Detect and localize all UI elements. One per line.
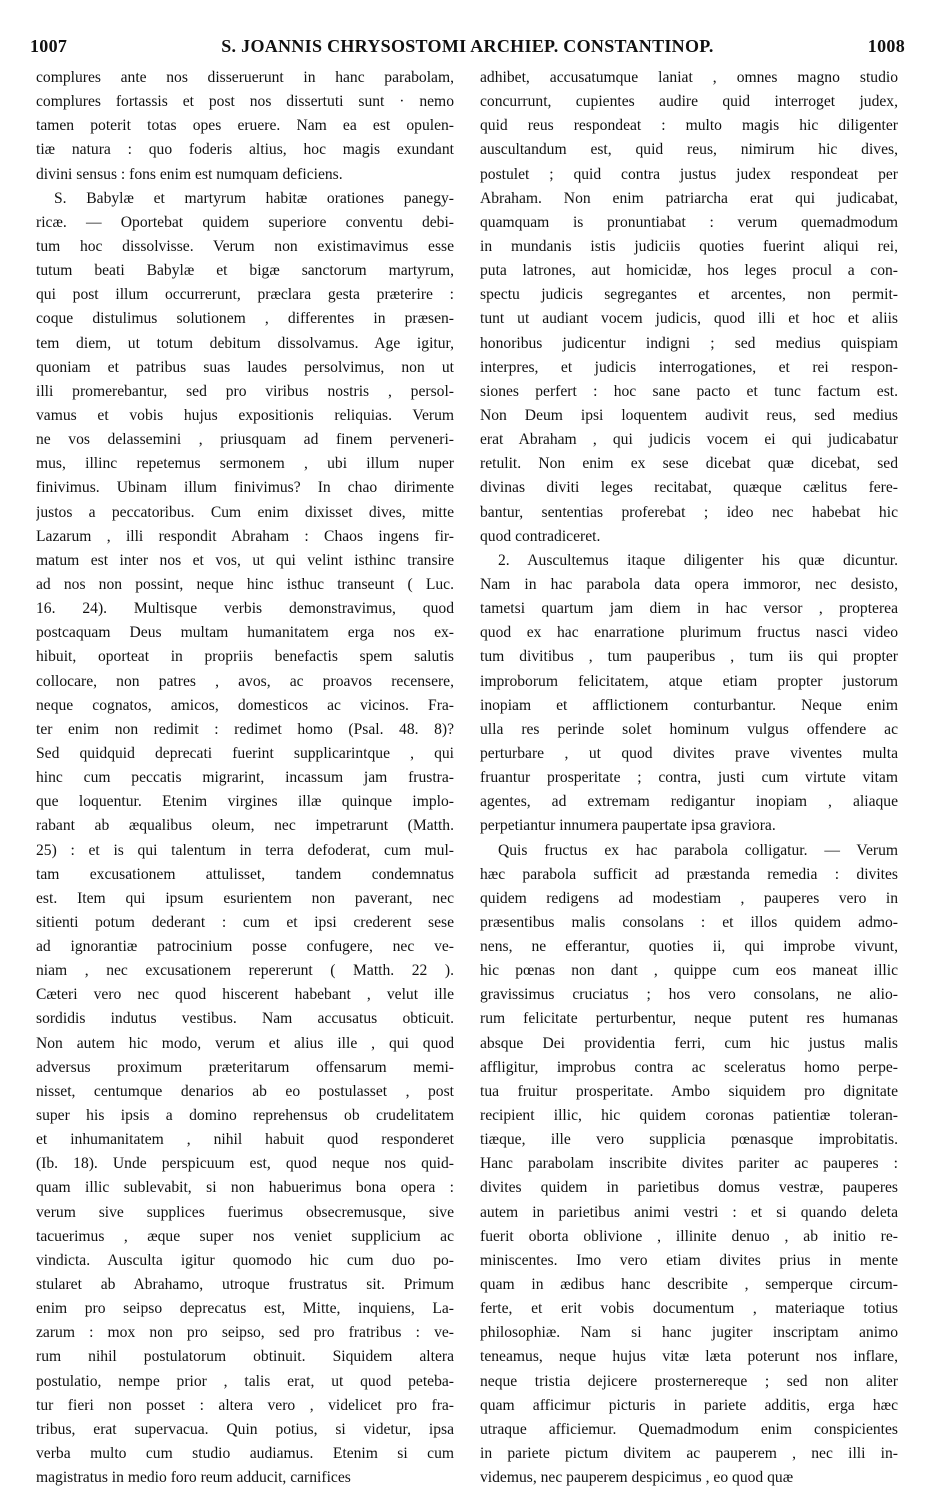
text-line: 25) : et is qui talentum in terra defoderat, cum mul- [36,841,454,859]
text-line: fuerit oborta oblivione , illinite denuo , ab initio re- [480,1227,898,1245]
text-line: quam illic sublevabit, si non habuerimus bona opera : [36,1179,454,1197]
text-line: quod contradiceret. [480,527,601,545]
text-line: tamen poterit totas opes eruere. Nam ea est opulen- [36,117,454,135]
text-line: postulatio, nempe prior , talis erat, ut quod peteba- [36,1372,454,1390]
text-line: quam afficimur picturis in pariete additis, erga hæc [480,1396,898,1414]
text-line: postcaquam Deus multam humanitatem erga nos ex- [36,624,454,642]
text-line: præsentibus malis consolans : et illos quidem admo- [480,913,898,931]
text-line: coque distulimus solutionem , differentes in præsen- [36,310,454,328]
text-line: honoribus judicentur indigni ; sed medius quispiam [480,334,898,352]
text-line: matum est inter nos et vos, ut qui velint isthinc transire [36,551,454,569]
right-column [480,66,898,1490]
text-line: sordidis indutus vestibus. Nam accusatus obticuit. [36,1010,454,1028]
text-line: tem diem, ut totum debitum dissolvamus. Age igitur, [36,334,454,352]
text-line: tunt ut audiant vocem judicis, quod illi et hoc et aliis [480,310,898,328]
text-line: quoniam et patribus suas laudes persolvimus, non ut [36,358,454,376]
text-line: rum felicitate perturbentur, neque putent res humanas [480,1010,898,1028]
text-line: tum hoc dissolvisse. Verum non existimavimus esse [36,237,454,255]
text-line: ulla res perinde solet hominum vulgus offendere ac [480,720,898,738]
text-line: magistratus in medio foro reum adducit, carnifices [36,1469,351,1487]
text-line: Hanc parabolam inscribite divites pariter ac pauperes : [480,1155,898,1173]
text-line: stularet ab Abrahamo, utroque frustratus sit. Primum [36,1276,454,1294]
text-line: tiæ natura : quo foderis altius, hoc magis exundant [36,141,454,159]
text-line: tam excusationem attulisset, tandem condemnatus [36,865,454,883]
text-line: puta latrones, aut homicidæ, hos leges procul a con- [480,262,898,280]
text-line: 16. 24). Multisque verbis demonstravimus, quod [36,600,454,618]
running-title: S. JOANNIS CHRYSOSTOMI ARCHIEP. CONSTANTINOP. [221,36,714,56]
text-line: hinc cum peccatis migrarint, incassum jam frustra- [36,769,454,787]
text-line: vindicta. Ausculta igitur quomodo hic cum duo po- [36,1251,454,1269]
text-line: gravissimus cruciatus ; hos vero consolans, ne alio- [480,986,898,1004]
text-line: divinas diviti leges recitabat, quæque cælitus fere- [480,479,898,497]
text-line: adversus proximum præteritarum offensarum memi- [36,1058,454,1076]
page-number-left: 1007 [30,36,68,56]
text-line: mus, illinc repetemus sermonem , ubi illum nuper [36,455,454,473]
text-line: adhibet, accusatumque laniat , omnes magno studio [480,69,898,86]
text-line: hæc parabola sufficit ad præstanda remedia : divites [480,865,898,883]
text-line: ad nos non possint, neque hinc isthuc transeunt ( Luc. [36,575,454,593]
text-line: enim pro seipso deprecatus est, Mitte, inquiens, La- [36,1300,454,1318]
text-line: auscultandum est, quid reus, nimirum hic dives, [480,141,898,159]
text-line: 2. Auscultemus itaque diligenter his quæ dicuntur. [498,551,898,569]
text-line: verba multo cum studio audiamus. Etenim si cum [36,1445,454,1463]
text-line: vamus et vobis hujus expositionis reliquias. Verum [36,406,454,424]
text-line: postulet ; quid contra justus judex respondeat per [480,165,898,183]
text-line: in pariete pictum divitem ac pauperem , nec illi in- [480,1445,898,1463]
text-line: interpres, et judicis interrogationes, et rei respon- [480,358,898,376]
text-line: quid reus respondeat : multo magis hic diligenter [480,117,898,135]
text-line: neque cognatos, amicos, domesticos ac vicinos. Fra- [36,696,454,714]
text-line: tur fieri non posset : altera vero , videlicet pro fra- [36,1396,454,1414]
text-line: divites quidem in parietibus domus vestræ, pauperes [480,1179,898,1197]
text-line: bantur, sententias proferebat ; ideo nec habebat hic [480,503,898,521]
text-line: complures fortassis et post nos dissertuti sunt · nemo [36,93,454,111]
text-line: nisset, centumque denarios ab eo postulasset , post [36,1082,454,1100]
text-line: tutum beati Babylæ et bigæ sanctorum martyrum, [36,262,454,280]
text-line: ne vos delassemini , priusquam ad finem perveneri- [36,431,454,449]
text-line: Non Deum ipsi loquentem audivit reus, sed medius [480,406,898,424]
text-line: (Ib. 18). Unde perspicuum est, quod neque nos quid- [36,1155,454,1173]
text-line: quod ex hac enarratione plurimum fructus nasci video [480,624,898,642]
text-line: zarum : mox non pro seipso, sed pro fratribus : ve- [36,1324,454,1342]
text-line: illi promerebantur, sed pro viribus nostris , persol- [36,382,454,400]
text-line: perpetiantur innumera paupertate ipsa graviora. [480,817,776,835]
text-line: Sed quidquid deprecati fuerint supplicarintque , qui [36,744,454,762]
text-line: teneamus, neque hujus vitæ læta poterunt nos inflare, [480,1348,898,1366]
text-line: neque tristia dejicere prosternereque ; sed non aliter [480,1372,898,1390]
text-line: agentes, ad extremam redigantur inopiam , aliaque [480,793,898,811]
text-line: justos a peccatoribus. Cum enim dixisset dives, mitte [36,503,454,521]
text-line: philosophiæ. Nam si hanc jugiter inscriptam animo [480,1324,898,1342]
text-line: recipient illic, hic quidem coronas patientiæ toleran- [480,1107,898,1125]
left-column [36,66,454,1490]
text-line: ferte, et erit vobis documentum , materiaque totius [480,1300,898,1318]
text-line: tiæque, ille vero supplicia pœnasque improbitatis. [480,1131,898,1149]
text-line: Cæteri vero nec quod hiscerent habebant , velut ille [36,986,454,1004]
text-line: hic pœnas non dant , quippe cum eos maneat illic [480,962,898,980]
text-line: Quis fructus ex hac parabola colligatur. — Verum [498,841,898,859]
text-line: complures ante nos disseruerunt in hanc parabolam, [36,69,454,86]
text-line: rabant ab æqualibus oleum, nec impetrarunt (Matth. [36,817,454,835]
text-line: et inhumanitatem , nihil habuit quod responderet [36,1131,454,1149]
text-line: utraque afficiemur. Quemadmodum enim conspicientes [480,1420,898,1438]
text-line: tum divitibus , tum pauperibus , tum iis qui propter [480,648,898,666]
text-line: absque Dei providentia ferri, cum hic justus malis [480,1034,898,1052]
text-line: tribus, erat supervacua. Quin potius, si videtur, ipsa [36,1420,454,1438]
text-line: Abraham. Non enim patriarcha erat qui judicabat, [480,189,898,207]
text-line: tua fruitur prosperitate. Ambo siquidem pro dignitate [480,1082,898,1100]
text-line: que loquentur. Etenim virgines illæ quinque implo- [36,793,454,811]
text-line: super his ipsis a domino reprehensus ob crudelitatem [36,1107,454,1125]
text-line: Lazarum , illi respondit Abraham : Chaos ingens fir- [36,527,454,545]
text-line: spectu judicis segregantes et arcentes, non permit- [480,286,898,304]
text-line: ad ignorantiæ patrocinium posse confugere, nec ve- [36,938,454,956]
text-line: quam in ædibus hanc describite , semperque circum- [480,1276,898,1294]
text-line: collocare, non patres , avos, ac proavos recensere, [36,672,454,690]
text-line: improborum felicitatem, atque etiam propter justorum [480,672,898,690]
text-line: Nam in hac parabola data opera immoror, nec desisto, [480,575,898,593]
text-line: finivimus. Ubinam illum finivimus? In chao dirimente [36,479,454,497]
text-line: inopiam et afflictionem conturbantur. Neque enim [480,696,898,714]
text-line: rum nihil postulatorum obtinuit. Siquidem altera [36,1348,454,1366]
text-line: sitienti potum dederant : cum et ipsi crederent sese [36,913,454,931]
text-line: videmus, nec pauperem despicimus , eo quod quæ [480,1469,794,1487]
text-line: ter enim non redimit : redimet homo (Psal. 48. 8)? [36,720,454,738]
text-line: nens, ne efferantur, quoties ii, qui improbe vivunt, [480,938,898,956]
text-line: quamquam is pronuntiabat : verum quemadmodum [480,213,898,231]
text-line: perturbare , ut quod divites prave viventes multa [480,744,898,762]
text-line: tacuerimus , æque super nos veniet supplicium ac [36,1227,454,1245]
text-line: ricæ. — Oportebat quidem superiore conventu debi- [36,213,454,231]
text-line: concurrunt, cupientes audire quid interroget judex, [480,93,898,111]
text-line: miniscentes. Imo vero etiam divites prius in mente [480,1251,898,1269]
text-line: erat Abraham , qui judicis vocem ei qui judicabatur [480,431,898,449]
text-line: affligitur, improbus contra ac sceleratus homo perpe- [480,1058,898,1076]
text-line: retulit. Non enim ex sese dicebat quæ dicebat, sed [480,455,898,473]
text-line: hibuit, oporteat in propriis benefactis spem salutis [36,648,454,666]
text-line: quidem redigens ad modestiam , pauperes vero in [480,889,898,907]
page-number-right: 1008 [867,36,905,56]
text-line: S. Babylæ et martyrum habitæ orationes panegy- [54,189,454,207]
text-line: est. Item qui ipsum esurientem non paverant, nec [36,889,454,907]
text-line: Non autem hic modo, verum et alius ille , qui quod [36,1034,454,1052]
text-line: autem in parietibus animi vestri : et si quando deleta [480,1203,898,1221]
text-line: fruantur prosperitate ; contra, justi cum virtute vitam [480,769,898,787]
text-line: in mundanis istis judiciis quoties fuerint aliqui rei, [480,237,898,255]
text-line: verum sive supplices fuerimus obsecremusque, sive [36,1203,454,1221]
running-header [30,36,905,62]
text-line: siones perfert : hoc sane pacto et tunc factum est. [480,382,898,400]
text-line: divini sensus : fons enim est numquam deficiens. [36,165,343,183]
text-line: niam , nec excusationem repererunt ( Matth. 22 ). [36,962,454,980]
text-line: qui post illum occurrerunt, præclara gesta præterire : [36,286,454,304]
text-line: tametsi quartum jam diem in hac versor , propterea [480,600,898,618]
